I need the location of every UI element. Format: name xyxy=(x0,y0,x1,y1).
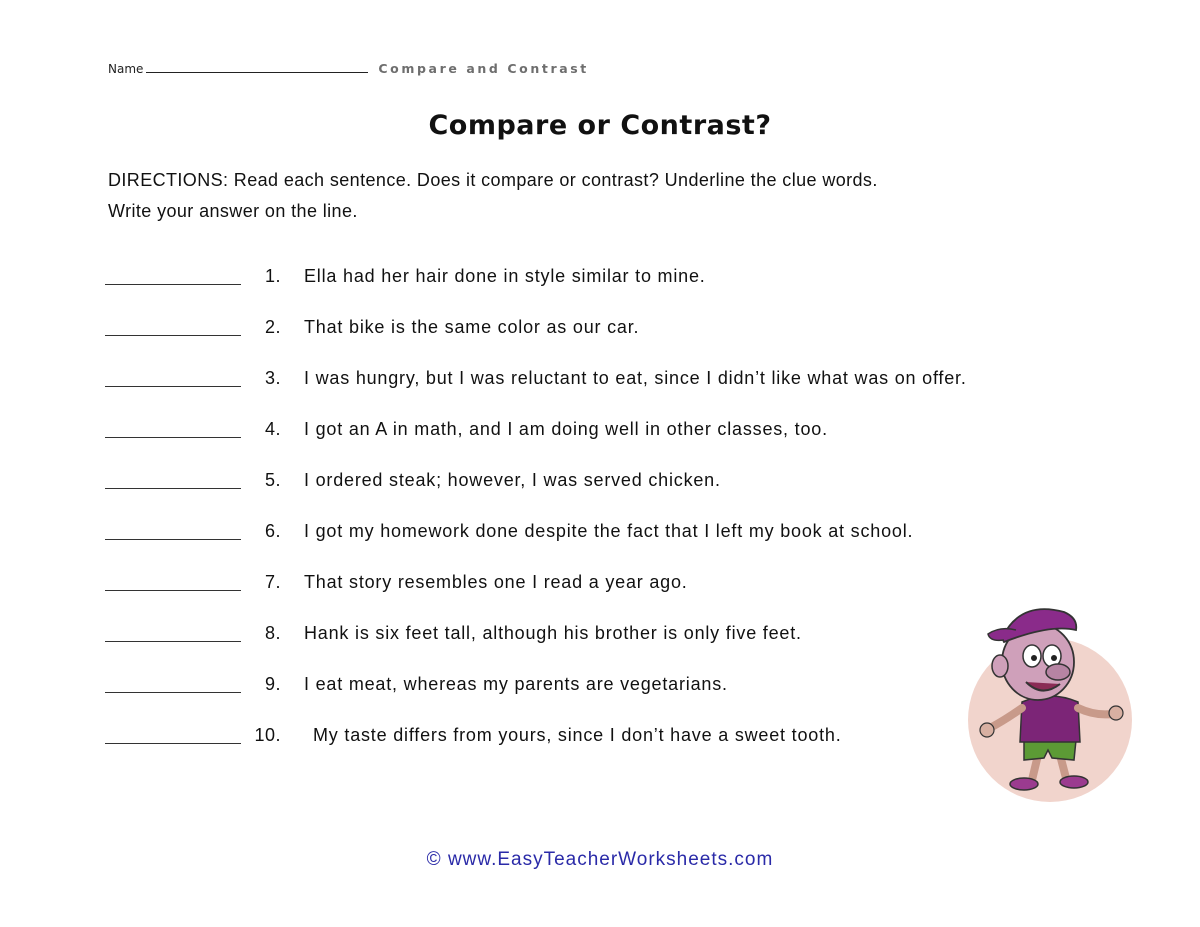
question-row xyxy=(105,623,1105,651)
directions-line-2: Write your answer on the line. xyxy=(108,201,358,221)
question-text: Hank is six feet tall, although his brother is only five feet. xyxy=(304,623,802,643)
question-number: 3. xyxy=(264,368,281,388)
question-text: I got my homework done despite the fact that I left my book at school. xyxy=(304,521,914,541)
answer-blank[interactable] xyxy=(105,437,241,438)
question-row xyxy=(105,368,1105,396)
question-number: 2. xyxy=(264,317,281,337)
question-text: My taste differs from yours, since I don’t have a sweet tooth. xyxy=(313,725,842,745)
name-field-row xyxy=(108,56,589,76)
question-row xyxy=(105,725,1105,753)
question-number: 7. xyxy=(264,572,281,592)
question-text: That bike is the same color as our car. xyxy=(304,317,640,337)
answer-blank[interactable] xyxy=(105,692,241,693)
question-text: I got an A in math, and I am doing well in other classes, too. xyxy=(304,419,828,439)
footer-copyright[interactable]: © www.EasyTeacherWorksheets.com xyxy=(426,849,774,870)
answer-blank[interactable] xyxy=(105,641,241,642)
question-number: 8. xyxy=(264,623,281,643)
question-number: 1. xyxy=(264,266,281,286)
mascot-illustration xyxy=(960,590,1145,805)
answer-blank[interactable] xyxy=(105,488,241,489)
question-row xyxy=(105,521,1105,549)
question-text: I was hungry, but I was reluctant to eat, since I didn’t like what was on offer. xyxy=(304,368,967,388)
question-number: 6. xyxy=(264,521,281,541)
question-number: 4. xyxy=(264,419,281,439)
answer-blank[interactable] xyxy=(105,386,241,387)
question-row xyxy=(105,419,1105,447)
question-number: 9. xyxy=(264,674,281,694)
cartoon-boy-icon xyxy=(960,590,1145,805)
question-text: That story resembles one I read a year ago. xyxy=(304,572,688,592)
question-row xyxy=(105,470,1105,498)
question-row xyxy=(105,674,1105,702)
question-row xyxy=(105,572,1105,600)
answer-blank[interactable] xyxy=(105,590,241,591)
answer-blank[interactable] xyxy=(105,539,241,540)
worksheet-topic: Compare and Contrast xyxy=(378,61,589,76)
question-text: I eat meat, whereas my parents are vegetarians. xyxy=(304,674,728,694)
question-text: Ella had her hair done in style similar to mine. xyxy=(304,266,706,286)
question-number: 10. xyxy=(254,725,281,745)
question-row xyxy=(105,266,1105,294)
name-blank-line[interactable] xyxy=(146,71,368,73)
page-title: Compare or Contrast? xyxy=(428,110,772,141)
answer-blank[interactable] xyxy=(105,335,241,336)
answer-blank[interactable] xyxy=(105,284,241,285)
question-text: I ordered steak; however, I was served chicken. xyxy=(304,470,721,490)
question-number: 5. xyxy=(264,470,281,490)
answer-blank[interactable] xyxy=(105,743,241,744)
directions-line-1: DIRECTIONS: Read each sentence. Does it compare or contrast? Underline the clue words. xyxy=(108,170,878,190)
name-label: Name xyxy=(108,62,144,76)
directions xyxy=(108,165,1098,227)
question-row xyxy=(105,317,1105,345)
